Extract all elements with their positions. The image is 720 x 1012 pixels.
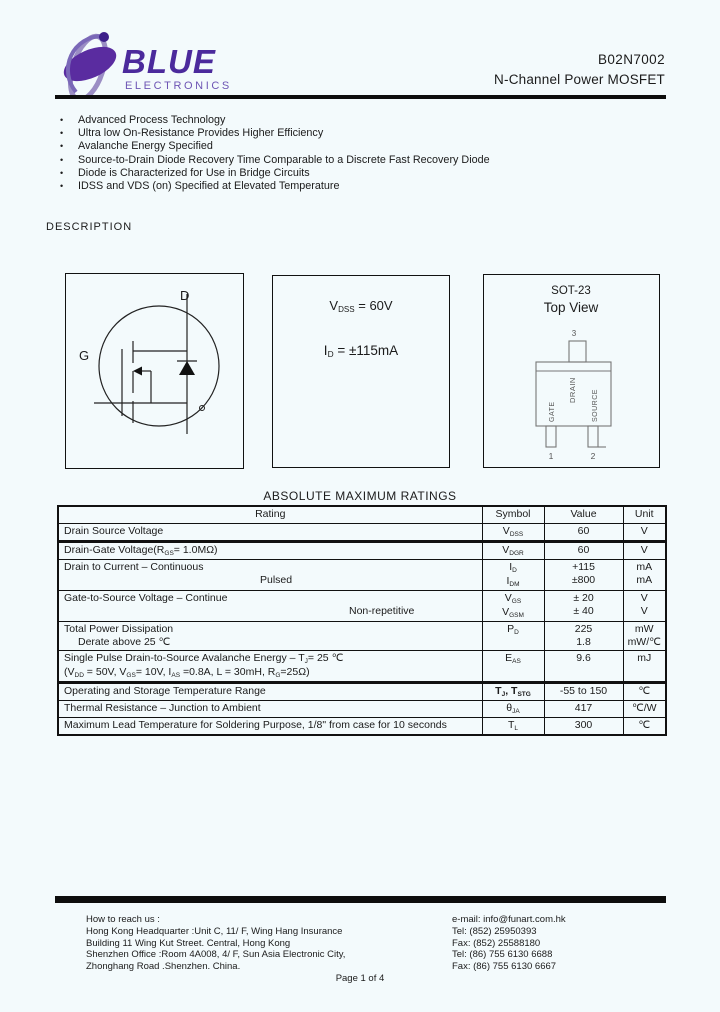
rating-cell: Drain Source Voltage <box>58 524 482 542</box>
rating-cell: Maximum Lead Temperature for Soldering Purpose, 1/8" from case for 10 seconds <box>58 718 482 736</box>
rating-cell: Drain to Current – Continuous Pulsed <box>58 560 482 591</box>
unit-cell: mA mA <box>623 560 666 591</box>
logo-dot-icon <box>99 32 109 42</box>
footer-line: Fax: (852) 25588180 <box>452 937 541 949</box>
pin1-label: 1 <box>548 451 554 461</box>
bullet-icon: • <box>60 115 64 125</box>
footer-contact-left <box>86 914 345 973</box>
footer-line: How to reach us : <box>86 914 160 925</box>
table-row <box>58 560 666 591</box>
table-row <box>58 718 666 736</box>
value-cell: +115 ±800 <box>544 560 623 591</box>
features-list <box>60 114 620 193</box>
drain-terminal-label: D <box>180 288 190 303</box>
footer-contact-right <box>452 914 566 973</box>
bullet-icon: • <box>60 181 64 192</box>
table-header-row <box>58 506 666 524</box>
id-spec: ID = ±115mA <box>323 343 399 360</box>
table-row <box>58 591 666 622</box>
package-name: SOT-23 <box>551 285 591 297</box>
footer-line: Building 11 Wing Kut Street. Central, Hong Kong <box>86 937 291 949</box>
title-block <box>494 52 665 87</box>
table-row <box>58 524 666 542</box>
page-subtitle: N-Channel Power MOSFET <box>494 72 665 87</box>
drain-lead-label: DRAIN <box>568 377 577 403</box>
symbol-cell: ID IDM <box>482 560 544 591</box>
value-cell: 60 <box>544 524 623 542</box>
bullet-icon: • <box>60 154 64 165</box>
value-cell: 300 <box>544 718 623 736</box>
footer-line: e-mail: info@funart.com.hk <box>452 914 566 925</box>
pin3-label: 3 <box>571 329 577 338</box>
gate-lead-label: GATE <box>549 401 556 422</box>
unit-cell: V <box>623 542 666 560</box>
feature-item <box>60 127 620 140</box>
table-row <box>58 622 666 651</box>
value-cell: 9.6 <box>544 651 623 683</box>
feature-text: Advanced Process Technology <box>78 114 226 126</box>
symbol-cell: VGS VGSM <box>482 591 544 622</box>
package-view-label: Top View <box>543 300 599 315</box>
footer-line: Fax: (86) 755 6130 6667 <box>452 961 557 973</box>
blue-electronics-logo-icon <box>58 26 288 98</box>
symbol-cell: θJA <box>482 701 544 718</box>
unit-cell: V <box>623 524 666 542</box>
feature-text: Avalanche Energy Specified <box>78 140 213 153</box>
rating-cell: Drain-Gate Voltage(RGS= 1.0MΩ) <box>58 542 482 560</box>
gate-terminal-label: G <box>79 348 90 363</box>
mosfet-symbol-box <box>65 273 244 469</box>
key-specs-box <box>272 275 450 468</box>
vdss-spec: VDSS = 60V <box>329 298 393 314</box>
bullet-icon: • <box>60 128 64 139</box>
table-header-cell: Symbol <box>482 506 544 524</box>
feature-item <box>60 114 620 127</box>
footer-line: Tel: (86) 755 6130 6688 <box>452 949 553 961</box>
table-row <box>58 683 666 701</box>
symbol-cell: VDGR <box>482 542 544 560</box>
feature-item <box>60 154 620 167</box>
feature-text: IDSS and VDS (on) Specified at Elevated Temperature <box>78 180 340 193</box>
table-header-cell: Unit <box>623 506 666 524</box>
description-heading: DESCRIPTION <box>46 221 133 233</box>
footer-line: Tel: (852) 25950393 <box>452 925 537 937</box>
table-header-cell: Rating <box>58 506 482 524</box>
brand-logo <box>58 26 288 103</box>
header-rule <box>55 95 666 99</box>
value-cell: 60 <box>544 542 623 560</box>
rating-cell: Total Power Dissipation Derate above 25 ℃ <box>58 622 482 651</box>
part-number: B02N7002 <box>597 52 665 67</box>
ratings-table-body <box>58 524 666 736</box>
unit-cell: ℃/W <box>623 701 666 718</box>
table-row <box>58 701 666 718</box>
footer-line: Zhonghang Road .Shenzhen. China. <box>86 961 241 973</box>
unit-cell: V V <box>623 591 666 622</box>
source-lead-label: SOURCE <box>592 389 599 422</box>
bullet-icon: • <box>60 167 64 178</box>
unit-cell: mW mW/℃ <box>623 622 666 651</box>
value-cell: 225 1.8 <box>544 622 623 651</box>
ratings-title: ABSOLUTE MAXIMUM RATINGS <box>263 489 457 503</box>
table-row <box>58 542 666 560</box>
feature-text: Source-to-Drain Diode Recovery Time Comparable to a Discrete Fast Recovery Diode <box>78 153 490 166</box>
symbol-cell: EAS <box>482 651 544 683</box>
symbol-cell: VDSS <box>482 524 544 542</box>
ratings-table <box>57 505 667 736</box>
package-outline-box <box>483 274 660 468</box>
unit-cell: ℃ <box>623 718 666 736</box>
symbol-cell: TJ, TSTG <box>482 683 544 701</box>
pin2-label: 2 <box>590 451 596 461</box>
rating-cell: Thermal Resistance – Junction to Ambient <box>58 701 482 718</box>
feature-text: Ultra low On-Resistance Provides Higher Efficiency <box>78 127 324 140</box>
symbol-cell: TL <box>482 718 544 736</box>
table-header-cell: Value <box>544 506 623 524</box>
value-cell: ± 20 ± 40 <box>544 591 623 622</box>
page-number: Page 1 of 4 <box>335 973 385 984</box>
feature-item <box>60 180 620 193</box>
bullet-icon: • <box>60 141 64 152</box>
brand-name: BLUE <box>122 43 216 80</box>
brand-subname: ELECTRONICS <box>125 80 232 92</box>
footer-line: Hong Kong Headquarter :Unit C, 11/ F, Wing Hang Insurance <box>86 925 343 937</box>
unit-cell: ℃ <box>623 683 666 701</box>
rating-cell: Gate-to-Source Voltage – Continue Non-repetitive <box>58 591 482 622</box>
value-cell: -55 to 150 <box>544 683 623 701</box>
feature-item <box>60 167 620 180</box>
mosfet-symbol-icon <box>66 274 241 466</box>
symbol-cell: PD <box>482 622 544 651</box>
footer-line: Shenzhen Office :Room 4A008, 4/ F, Sun Asia Electronic City, <box>86 949 346 961</box>
value-cell: 417 <box>544 701 623 718</box>
rating-cell: Operating and Storage Temperature Range <box>58 683 482 701</box>
feature-item <box>60 140 620 153</box>
feature-text: Diode is Characterized for Use in Bridge Circuits <box>78 166 310 179</box>
unit-cell: mJ <box>623 651 666 683</box>
sot23-package-icon <box>484 275 657 465</box>
table-row <box>58 651 666 683</box>
footer-rule <box>55 896 666 903</box>
rating-cell: Single Pulse Drain-to-Source Avalanche Energy – TJ= 25 ℃ (VDD = 50V, VGS= 10V, IAS =0.8A, L = 30mH, RG=25Ω) <box>58 651 482 683</box>
